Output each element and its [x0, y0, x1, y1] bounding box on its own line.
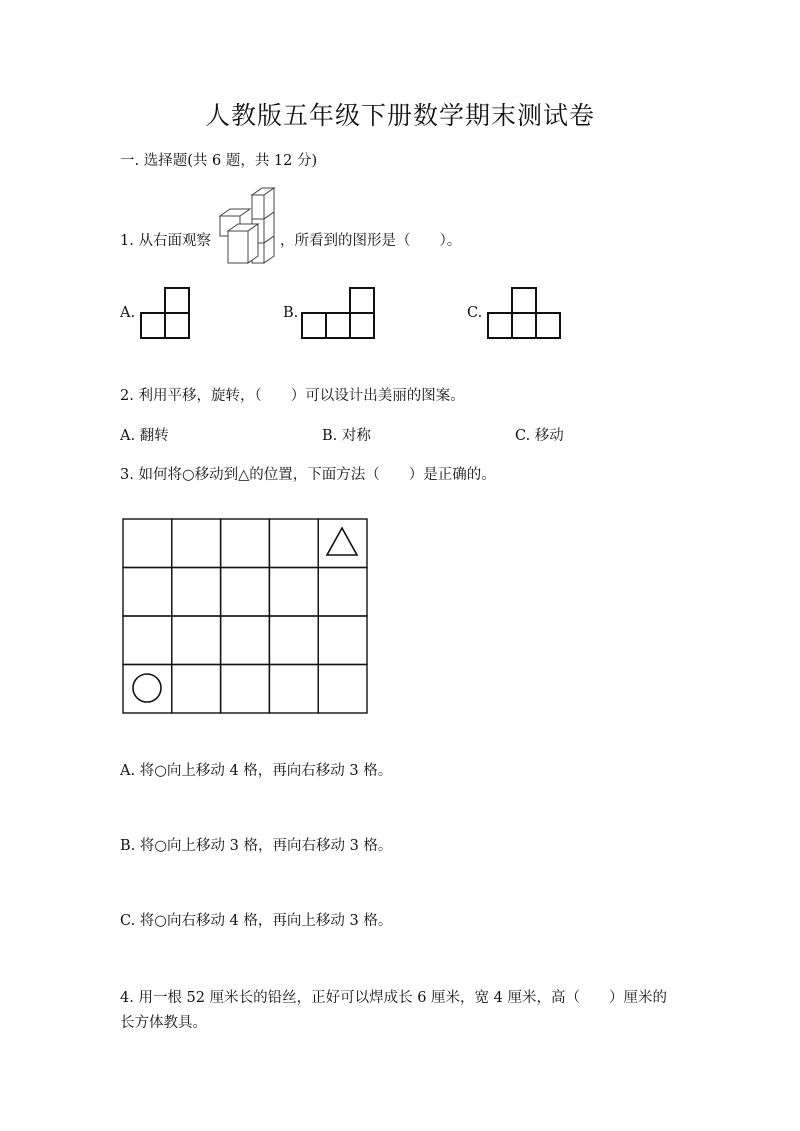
grid-cell: [269, 568, 318, 617]
q1-option-c-label: C.: [467, 305, 483, 321]
grid-cell: [318, 519, 367, 568]
grid-cell: [172, 568, 221, 617]
grid-cell: [221, 616, 270, 665]
page-title: 人教版五年级下册数学期末测试卷: [204, 101, 595, 130]
q2-option-c: C. 移动: [515, 428, 564, 444]
grid-cell: [318, 616, 367, 665]
grid-cell: [123, 616, 172, 665]
grid-cell: [123, 519, 172, 568]
cube-stack-figure: [216, 187, 278, 267]
grid-cell: [318, 568, 367, 617]
circle-start-shape: [133, 674, 161, 702]
grid-cell: [172, 616, 221, 665]
q1-option-a-label: A.: [120, 305, 136, 321]
movement-grid: [122, 518, 368, 714]
grid-cell: [123, 665, 172, 714]
q1-option-b-figure: [300, 287, 378, 341]
q1-option-b-label: B.: [283, 305, 299, 321]
q3-option-a: A. 将○向上移动 4 格，再向右移动 3 格。: [120, 763, 393, 779]
q2-option-b: B. 对称: [322, 428, 371, 444]
grid-cell: [172, 665, 221, 714]
q1-option-a-figure: [139, 287, 193, 341]
grid-cell: [221, 665, 270, 714]
q1-option-c-figure: [486, 287, 564, 341]
grid-cell: [221, 519, 270, 568]
grid-cell: [269, 519, 318, 568]
grid-cell: [172, 519, 221, 568]
q3-option-b: B. 将○向上移动 3 格，再向右移动 3 格。: [120, 838, 393, 854]
question-3-text: 3. 如何将○移动到△的位置，下面方法（ ）是正确的。: [120, 467, 496, 483]
grid-cell: [123, 568, 172, 617]
grid-cell: [269, 665, 318, 714]
grid-cell: [318, 665, 367, 714]
grid-cell: [269, 616, 318, 665]
q3-option-c: C. 将○向右移动 4 格，再向上移动 3 格。: [120, 913, 393, 929]
question-1-suffix: ，所看到的图形是（ ）。: [280, 233, 462, 249]
triangle-target-shape: [327, 528, 357, 555]
q2-option-a: A. 翻转: [120, 428, 169, 444]
section-heading: 一. 选择题(共 6 题，共 12 分): [120, 153, 318, 169]
question-4-text: 4. 用一根 52 厘米长的铅丝，正好可以焊成长 6 厘米，宽 4 厘米，高（ ）厘米的长方体教具。: [120, 990, 667, 1031]
grid-cell: [221, 568, 270, 617]
question-1-prefix: 1. 从右面观察: [120, 233, 211, 249]
question-2-text: 2. 利用平移，旋转，（ ）可以设计出美丽的图案。: [120, 388, 465, 404]
